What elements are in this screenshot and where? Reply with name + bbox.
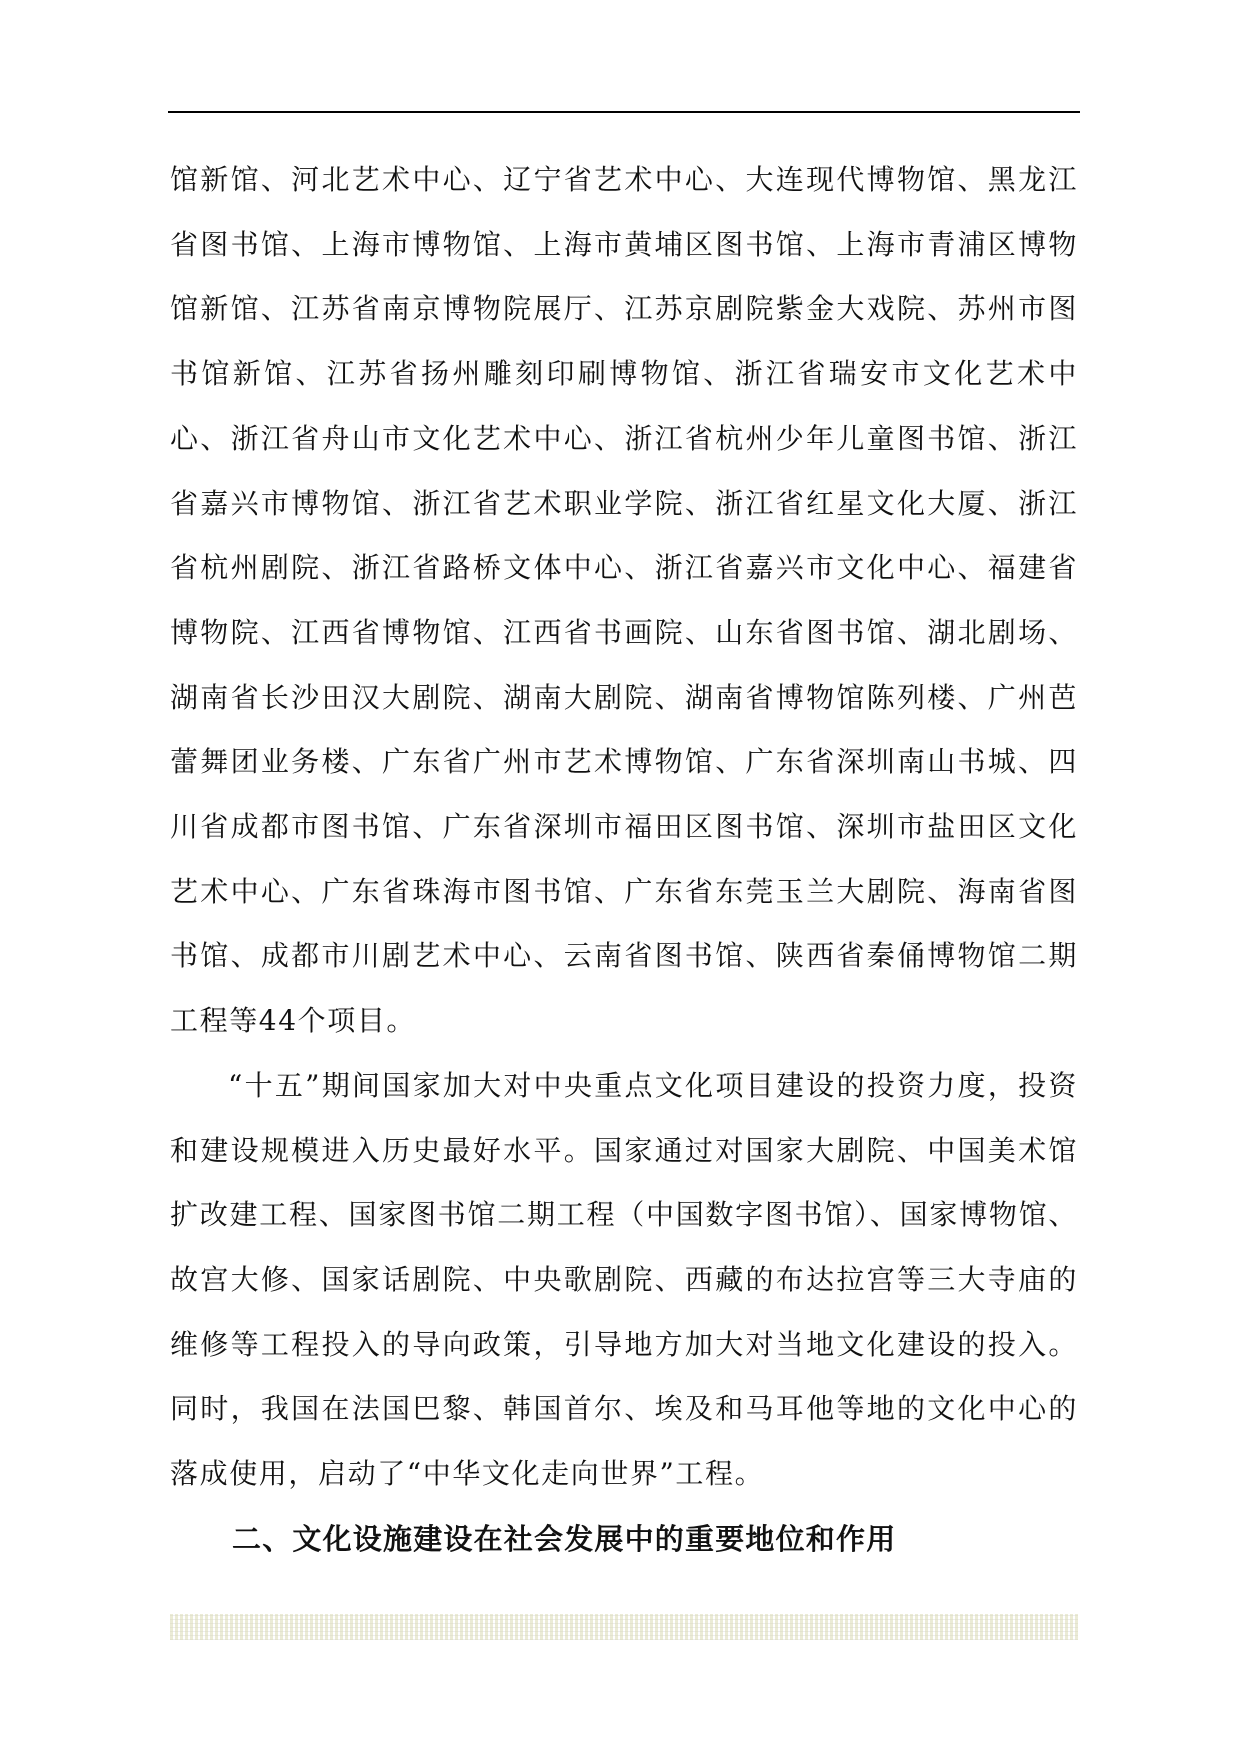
paragraph-tenth-five-year: “十五”期间国家加大对中央重点文化项目建设的投资力度，投资和建设规模进入历史最好水平。国家通过对国家大剧院、中国美术馆扩改建工程、国家图书馆二期工程（中国数字图书馆）、国家博物馆、故宫大修、国家话剧院、中央歌剧院、西藏的布达拉宫等三大寺庙的维修等工程投入的导向政策，引导地方加大对当地文化建设的投入。同时，我国在法国巴黎、韩国首尔、埃及和马耳他等地的文化中心的落成使用，启动了“中华文化走向世界”工程。 — [170, 1068, 1078, 1491]
header-rule — [168, 111, 1080, 113]
footer-watermark-band — [170, 1614, 1078, 1640]
footer-noise-pattern — [170, 1614, 1078, 1640]
document-body — [170, 148, 1078, 1567]
section-heading: 二、文化设施建设在社会发展中的重要地位和作用 — [232, 1521, 897, 1556]
paragraph-venue-list: 馆新馆、河北艺术中心、辽宁省艺术中心、大连现代博物馆、黑龙江省图书馆、上海市博物馆、上海市黄埔区图书馆、上海市青浦区博物馆新馆、江苏省南京博物院展厅、江苏京剧院紫金大戏院、苏州市图书馆新馆、江苏省扬州雕刻印刷博物馆、浙江省瑞安市文化艺术中心、浙江省舟山市文化艺术中心、浙江省杭州少年儿童图书馆、浙江省嘉兴市博物馆、浙江省艺术职业学院、浙江省红星文化大厦、浙江省杭州剧院、浙江省路桥文体中心、浙江省嘉兴市文化中心、福建省博物院、江西省博物馆、江西省书画院、山东省图书馆、湖北剧场、湖南省长沙田汉大剧院、湖南大剧院、湖南省博物馆陈列楼、广州芭蕾舞团业务楼、广东省广州市艺术博物馆、广东省深圳南山书城、四川省成都市图书馆、广东省深圳市福田区图书馆、深圳市盐田区文化艺术中心、广东省珠海市图书馆、广东省东莞玉兰大剧院、海南省图书馆、成都市川剧艺术中心、云南省图书馆、陕西省秦俑博物馆二期工程等44个项目。 — [170, 163, 1078, 1038]
